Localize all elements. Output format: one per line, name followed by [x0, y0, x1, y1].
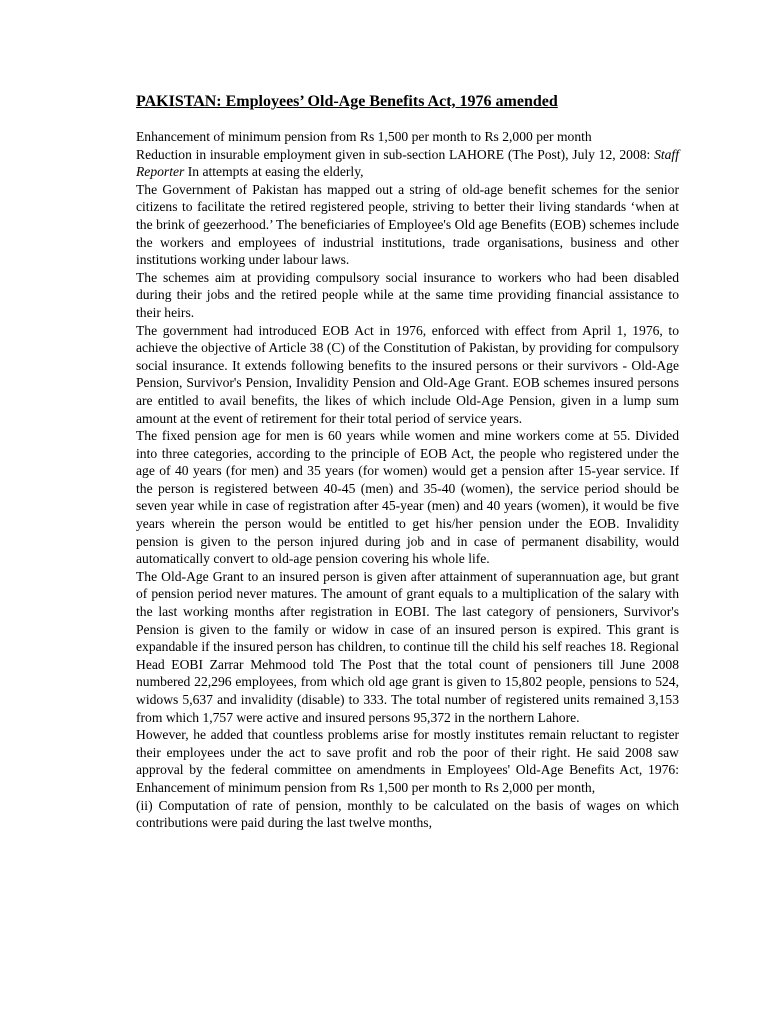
document-page [136, 92, 679, 832]
body-paragraph-7: (ii) Computation of rate of pension, monthly to be calculated on the basis of wages on which contributions were paid during the last twelve months, [136, 797, 679, 831]
body-paragraph-6: However, he added that countless problems arise for mostly institutes remain reluctant to register their employees under the act to save profit and rob the poor of their right. He said 2008 saw approval by the federal committee on amendments in Employees' Old-Age Benefits Act, 1976: Enhancement of minimum pension from Rs 1,500 per month to Rs 2,000 per month, [136, 727, 679, 795]
byline-suffix: In attempts at easing the elderly, [184, 164, 364, 180]
body-paragraph-4: The fixed pension age for men is 60 years while women and mine workers come at 55. Divided into three categories, according to the principle of EOB Act, the people who registered under the age of 40 years (for men) and 35 years (for women) would get a pension after 15-year service. If the person is registered between 40-45 (men) and 35-40 (women), the service period should be seven year while in case of registration after 45-year (men) and 40 years (women), it would be five years wherein the person would be entitled to get his/her pension under the EOB. Invalidity pension is given to the person injured during job and in case of permanent disability, would automatically convert to old-age pension covering his whole life. [136, 428, 679, 567]
body-paragraph-2: The schemes aim at providing compulsory social insurance to workers who had been disabled during their jobs and the retired people while at the same time providing financial assistance to their heirs. [136, 269, 679, 320]
body-paragraph-1: The Government of Pakistan has mapped out a string of old-age benefit schemes for the senior citizens to facilitate the retired registered people, striving to better their living standards ‘when at the brink of geezerhood.’ The beneficiaries of Employee's Old age Benefits (EOB) schemes include the workers and employees of industrial institutions, trade organisations, business and other institutions working under labour laws. [136, 181, 679, 268]
byline-paragraph [136, 146, 679, 181]
body-paragraph-3: The government had introduced EOB Act in 1976, enforced with effect from April 1, 1976, to achieve the objective of Article 38 (C) of the Constitution of Pakistan, by providing for compulsory social insurance. It extends following benefits to the insured persons or their survivors - Old-Age Pension, Survivor's Pension, Invalidity Pension and Old-Age Grant. EOB schemes insured persons are entitled to avail benefits, the likes of which include Old-Age Pension, given in a lump sum amount at the event of retirement for their total period of service years. [136, 322, 679, 426]
byline-author: Staff Reporter [136, 146, 679, 180]
intro-line: Enhancement of minimum pension from Rs 1,500 per month to Rs 2,000 per month [136, 129, 592, 144]
byline-prefix: Reduction in insurable employment given in sub-section LAHORE (The Post), July 12, 2008: [136, 146, 655, 162]
document-title: PAKISTAN: Employees’ Old-Age Benefits Act, 1976 amended [136, 93, 558, 110]
body-paragraph-5: The Old-Age Grant to an insured person is given after attainment of superannuation age, but grant of pension period never matures. The amount of grant equals to a multiplication of the salary with the last working months after registration in EOBI. The last category of pensioners, Survivor's Pension is given to the family or widow in case of an insured person is expired. This grant is expandable if the insured person has children, to continue till the child his self reaches 18. Regional Head EOBI Zarrar Mehmood told The Post that the total count of pensioners till June 2008 numbered 22,296 employees, from which old age grant is given to 15,802 people, pensions to 524, widows 5,637 and invalidity (disable) to 333. The total number of registered units remained 3,153 from which 1,757 were active and insured persons 95,372 in the northern Lahore. [136, 568, 679, 725]
